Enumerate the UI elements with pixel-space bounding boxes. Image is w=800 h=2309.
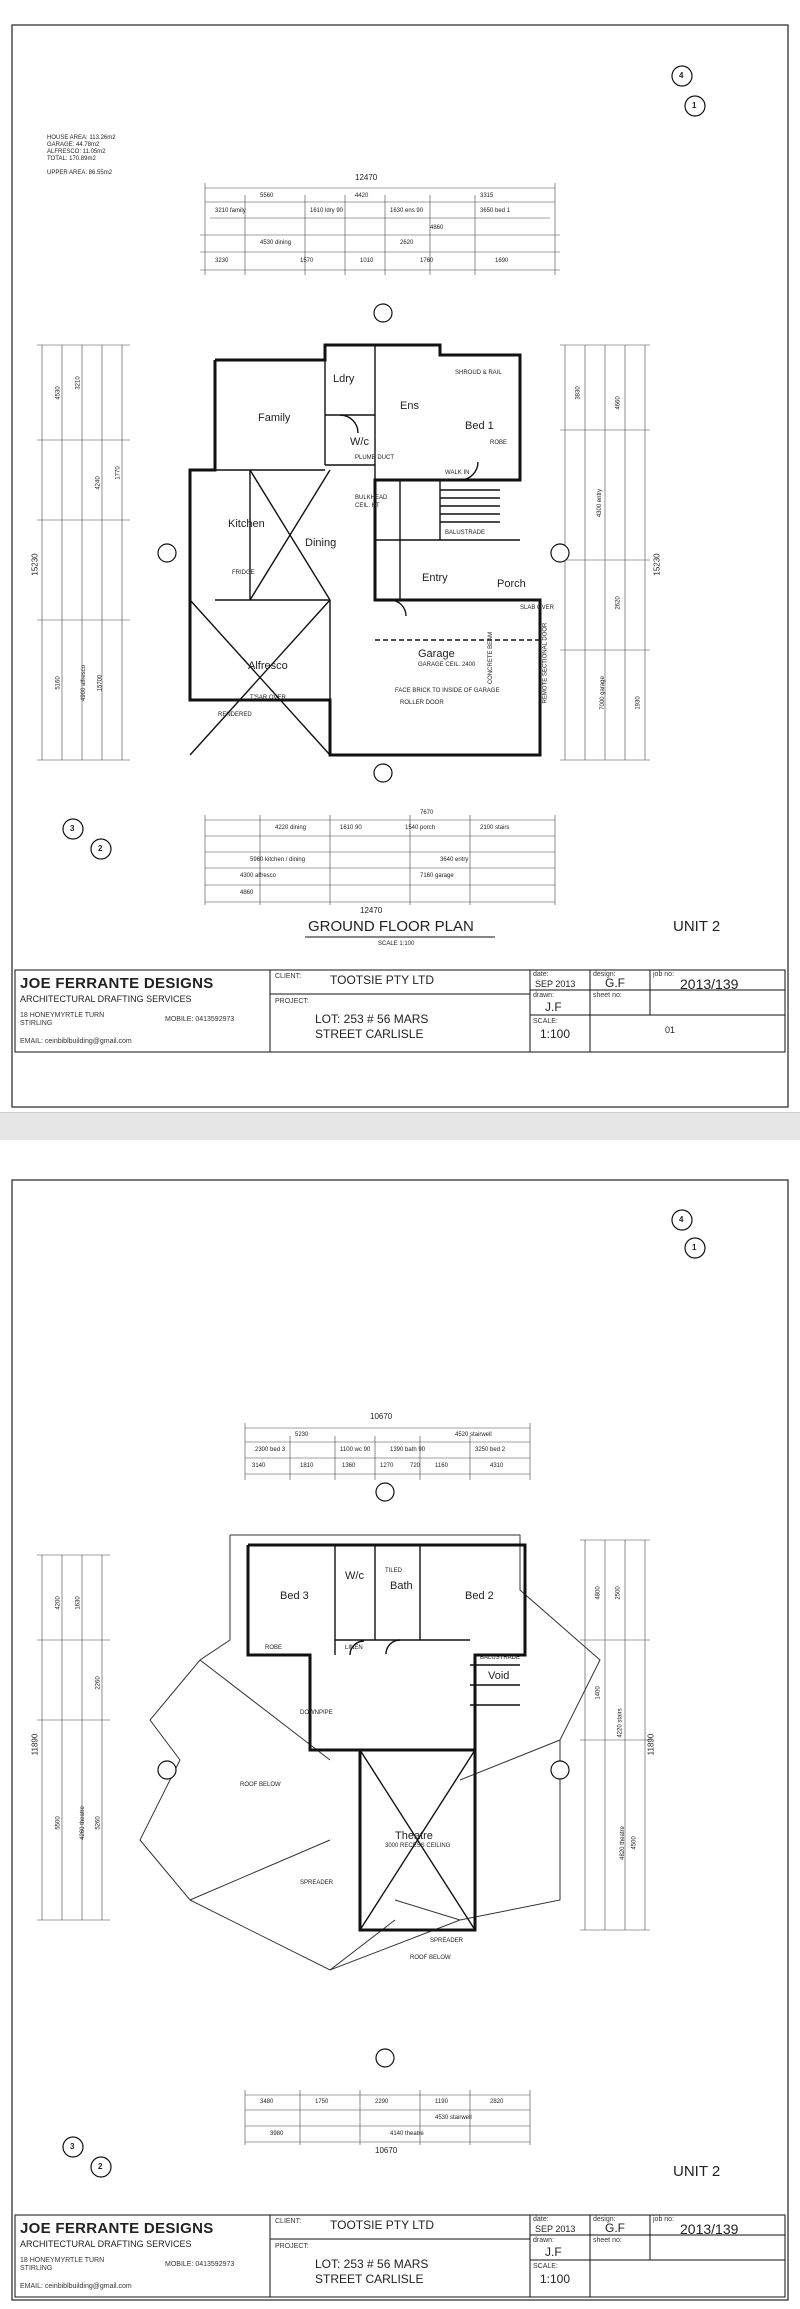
dim-right: 4820 theatre xyxy=(619,1826,626,1860)
dim-bottom: 7670 xyxy=(420,810,434,816)
dim-bottom: 3980 xyxy=(270,2131,284,2137)
tb-services: ARCHITECTURAL DRAFTING SERVICES xyxy=(20,994,192,1004)
tb-sheetno-label: sheet no: xyxy=(593,2237,622,2244)
callout-4: 4 xyxy=(679,71,684,80)
dim-right-overall: 15230 xyxy=(652,553,662,576)
note: RENDERED xyxy=(218,712,252,718)
dim-bottom: 4300 alfresco xyxy=(240,873,277,879)
tb-scale-label: SCALE: xyxy=(533,1018,558,1025)
tb-project1: LOT: 253 # 56 MARS xyxy=(315,2257,429,2271)
dim-right-overall: 11890 xyxy=(646,1733,656,1756)
tb-firm: JOE FERRANTE DESIGNS xyxy=(20,2220,214,2237)
dim-left: 4900 alfresco xyxy=(81,664,88,702)
dim-bottom: 3640 entry xyxy=(440,857,469,863)
tb-client: TOOTSIE PTY LTD xyxy=(330,973,435,987)
dim-top: 3230 xyxy=(215,258,229,264)
dim-bottom: 2290 xyxy=(375,2099,389,2105)
unit-label: UNIT 2 xyxy=(673,918,721,935)
dim-top: 4520 stairwell xyxy=(455,1432,492,1438)
tb-mobile: MOBILE: 0413592973 xyxy=(165,2261,235,2268)
note: ROOF BELOW xyxy=(410,1955,451,1961)
dim-right: 2620 xyxy=(615,596,622,610)
dim-left: 1630 xyxy=(75,1596,82,1610)
dim-top: 4420 xyxy=(355,193,369,199)
dim-bottom: 1540 porch xyxy=(405,825,436,831)
tb-project-label: PROJECT: xyxy=(275,2243,309,2250)
dim-left: 4260 theatre xyxy=(79,1806,86,1840)
tb-project-label: PROJECT: xyxy=(275,998,309,1005)
tb-design: G.F xyxy=(605,976,625,990)
dim-bottom-overall: 10670 xyxy=(375,2146,398,2155)
room-bed-2: Bed 2 xyxy=(465,1590,494,1602)
dim-right: 4300 entry xyxy=(597,488,604,518)
dim-left-overall: 11890 xyxy=(30,1733,40,1756)
dim-left: 1770 xyxy=(115,466,122,480)
tb-drawn: J.F xyxy=(545,1000,562,1014)
dim-top: 4530 dining xyxy=(260,240,292,246)
dim-top: 1270 xyxy=(380,1463,394,1469)
note: WALK IN xyxy=(445,470,470,476)
callout-2: 2 xyxy=(98,844,103,853)
note: ROLLER DOOR xyxy=(400,700,444,706)
tb-jobno: 2013/139 xyxy=(680,2221,739,2237)
dim-top: 1760 xyxy=(420,258,434,264)
sheet-upper-floor xyxy=(0,1140,800,2309)
note: SHROUD & RAIL xyxy=(455,370,502,376)
tb-sheetno-label: sheet no: xyxy=(593,992,622,999)
dim-left: 2260 xyxy=(95,1676,102,1690)
tb-date: SEP 2013 xyxy=(535,979,576,989)
tb-client-label: CLIENT: xyxy=(275,973,302,980)
dim-top: 5230 xyxy=(295,1432,309,1438)
dim-top: 1690 xyxy=(495,258,509,264)
note: REMOTE SECTIONAL DOOR xyxy=(542,622,549,704)
callout-2: 2 xyxy=(98,2162,103,2171)
dim-bottom: 7160 garage xyxy=(420,873,454,879)
dim-bottom: 4140 theatre xyxy=(390,2131,424,2137)
tb-client: TOOTSIE PTY LTD xyxy=(330,2218,435,2232)
room-bed-1: Bed 1 xyxy=(465,420,494,432)
dim-top: 2300 bed 3 xyxy=(255,1447,286,1453)
note: FRIDGE xyxy=(232,570,255,576)
note: SPREADER xyxy=(430,1938,464,1944)
note: BALUSTRADE xyxy=(480,1655,521,1661)
dim-bottom: 2100 stairs xyxy=(480,825,510,831)
note: BALUSTRADE xyxy=(445,530,486,536)
room-bed-3: Bed 3 xyxy=(280,1590,309,1602)
room-kitchen: Kitchen xyxy=(228,518,265,530)
area-alfresco: ALFRESCO: 11.05m2 xyxy=(47,149,106,155)
tb-client-label: CLIENT: xyxy=(275,2218,302,2225)
dim-bottom: 1750 xyxy=(315,2099,329,2105)
tb-scale: 1:100 xyxy=(540,2272,571,2286)
tb-email: EMAIL: ceinbiblbuilding@gmail.com xyxy=(20,1038,132,1045)
note: TILED xyxy=(385,1568,403,1574)
note: PLUMB DUCT xyxy=(355,455,395,461)
area-house: HOUSE AREA: 113.26m2 xyxy=(47,135,116,141)
room-wc: W/c xyxy=(350,436,369,448)
dim-left: 5500 xyxy=(55,1816,62,1830)
dim-bottom: 2820 xyxy=(490,2099,504,2105)
dim-bottom: 1610 90 xyxy=(340,825,362,831)
tb-mobile: MOBILE: 0413592973 xyxy=(165,1016,235,1023)
tb-date: SEP 2013 xyxy=(535,2224,576,2234)
dim-top: 3210 family xyxy=(215,208,246,214)
callout-3: 3 xyxy=(70,2142,75,2151)
dim-right: 4500 xyxy=(631,1836,638,1850)
page-separator xyxy=(0,1112,800,1142)
tb-project2: STREET CARLISLE xyxy=(315,2272,424,2286)
dim-right: 3830 xyxy=(575,386,582,400)
dim-bottom: 4860 xyxy=(240,890,254,896)
note: CEIL. HT xyxy=(355,503,380,509)
dim-top: 1630 ens 90 xyxy=(390,208,424,214)
note: DOWNPIPE xyxy=(300,1710,333,1716)
dim-top: 5560 xyxy=(260,193,274,199)
tb-drawn: J.F xyxy=(545,2245,562,2259)
callout-3: 3 xyxy=(70,824,75,833)
dim-top: 720 xyxy=(410,1463,421,1469)
dim-top: 3250 bed 2 xyxy=(475,1447,506,1453)
dim-right: 4660 xyxy=(615,396,622,410)
dim-left-overall: 15230 xyxy=(30,553,40,576)
dim-left: 4200 xyxy=(55,1596,62,1610)
room-wc: W/c xyxy=(345,1570,364,1582)
tb-drawn-label: drawn: xyxy=(533,2237,555,2244)
tb-address1: 18 HONEYMYRTLE TURN xyxy=(20,1012,105,1019)
tb-services: ARCHITECTURAL DRAFTING SERVICES xyxy=(20,2239,192,2249)
dim-top: 1810 xyxy=(300,1463,314,1469)
dim-right: 1400 xyxy=(595,1686,602,1700)
note: GARAGE CEIL. 2400 xyxy=(418,662,476,668)
dim-top: 1360 xyxy=(342,1463,356,1469)
callout-1: 1 xyxy=(692,101,697,110)
tb-address2: STIRLING xyxy=(20,1020,53,1027)
dim-top: 1570 xyxy=(300,258,314,264)
tb-design-label: design: xyxy=(593,971,616,978)
tb-date-label: date: xyxy=(533,971,549,978)
note: T'SAR OVER xyxy=(250,695,286,701)
area-upper: UPPER AREA: 86.55m2 xyxy=(47,170,113,176)
dim-left: 4530 xyxy=(55,386,62,400)
tb-scale-label: SCALE: xyxy=(533,2263,558,2270)
tb-drawn-label: drawn: xyxy=(533,992,555,999)
note: ROOF BELOW xyxy=(240,1782,281,1788)
dim-top-overall: 10670 xyxy=(370,1412,393,1421)
tb-address1: 18 HONEYMYRTLE TURN xyxy=(20,2257,105,2264)
sheet-ground-floor xyxy=(0,0,800,1112)
room-theatre: Theatre xyxy=(395,1830,433,1842)
dim-left: 3210 xyxy=(75,376,82,390)
dim-bottom: 1190 xyxy=(435,2099,448,2105)
tb-project1: LOT: 253 # 56 MARS xyxy=(315,1012,429,1026)
dim-left: 15700 xyxy=(97,674,104,692)
callout-4: 4 xyxy=(679,1215,684,1224)
tb-jobno: 2013/139 xyxy=(680,976,739,992)
tb-design: G.F xyxy=(605,2221,625,2235)
dim-left: 5160 xyxy=(55,676,62,690)
dim-right: 2500 xyxy=(615,1586,622,1600)
dim-top: 1390 bath 90 xyxy=(390,1447,426,1453)
scale-note: SCALE 1:100 xyxy=(378,941,415,947)
dim-top: 3315 xyxy=(480,193,494,199)
room-dining: Dining xyxy=(305,537,337,549)
note: 3000 RECESS CEILING xyxy=(385,1843,451,1849)
dim-top: 1010 xyxy=(360,258,374,264)
room-bath: Bath xyxy=(390,1580,413,1592)
dim-top: 3650 bed 1 xyxy=(480,208,511,214)
dim-top: 3140 xyxy=(252,1463,266,1469)
room-laundry: Ldry xyxy=(333,373,355,385)
dim-bottom: 5960 kitchen / dining xyxy=(250,857,306,863)
dim-bottom-overall: 12470 xyxy=(360,906,383,915)
room-alfresco: Alfresco xyxy=(248,660,288,672)
area-garage: GARAGE: 44.78m2 xyxy=(47,142,100,148)
room-ensuite: Ens xyxy=(400,400,419,412)
drawing-title: GROUND FLOOR PLAN xyxy=(308,918,474,935)
dim-top: 4310 xyxy=(490,1463,504,1469)
dim-top: 1610 ldry 90 xyxy=(310,208,344,214)
room-entry: Entry xyxy=(422,572,448,584)
note: CONCRETE BEAM xyxy=(488,631,495,685)
note: FACE BRICK TO INSIDE OF GARAGE xyxy=(395,688,500,694)
note: LINEN xyxy=(345,1645,363,1651)
dim-bottom: 4220 dining xyxy=(275,825,307,831)
tb-address2: STIRLING xyxy=(20,2265,53,2272)
dim-left: 5260 xyxy=(95,1816,102,1830)
callout-1: 1 xyxy=(692,1243,697,1252)
room-porch: Porch xyxy=(497,578,526,590)
tb-scale: 1:100 xyxy=(540,1027,571,1041)
tb-project2: STREET CARLISLE xyxy=(315,1027,424,1041)
tb-firm: JOE FERRANTE DESIGNS xyxy=(20,975,214,992)
note: BULKHEAD xyxy=(355,495,388,501)
note: ROBE xyxy=(265,1645,283,1651)
note: SPREADER xyxy=(300,1880,334,1886)
dim-right: 1930 xyxy=(635,696,642,710)
dim-top: 1160 xyxy=(435,1463,448,1469)
dim-bottom: 4530 stairwell xyxy=(435,2115,472,2121)
dim-top: 4860 xyxy=(430,225,444,231)
dim-right: 4220 stairs xyxy=(617,1708,624,1738)
dim-left: 4240 xyxy=(95,476,102,490)
dim-right: 4800 xyxy=(595,1586,602,1600)
tb-design-label: design: xyxy=(593,2216,616,2223)
dim-bottom: 3480 xyxy=(260,2099,274,2105)
tb-date-label: date: xyxy=(533,2216,549,2223)
dim-top: 1100 wc 90 xyxy=(340,1447,371,1453)
tb-email: EMAIL: ceinbiblbuilding@gmail.com xyxy=(20,2283,132,2290)
tb-sheetno: 01 xyxy=(665,1025,676,1035)
tb-jobno-label: job no: xyxy=(653,971,675,978)
room-garage: Garage xyxy=(418,648,455,660)
tb-jobno-label: job no: xyxy=(653,2216,675,2223)
note: SLAB OVER xyxy=(520,605,555,611)
room-family: Family xyxy=(258,412,291,424)
dim-top-overall: 12470 xyxy=(355,173,378,182)
note: ROBE xyxy=(490,440,508,446)
dim-top: 2620 xyxy=(400,240,414,246)
room-void: Void xyxy=(488,1670,510,1682)
dim-right: 7000 garage xyxy=(599,676,606,710)
area-total: TOTAL: 170.89m2 xyxy=(47,156,96,162)
unit-label: UNIT 2 xyxy=(673,2163,721,2180)
